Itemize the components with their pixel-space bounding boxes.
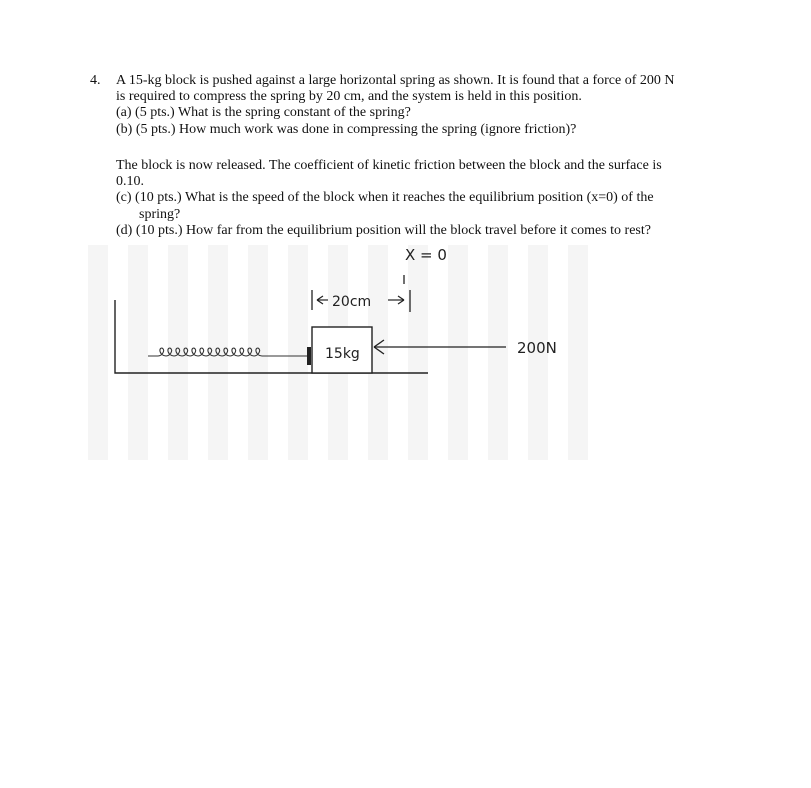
question-intro [116, 73, 716, 138]
question-followup [116, 158, 716, 239]
part-b: (b) (5 pts.) How much work was done in compressing the spring (ignore friction)? [116, 121, 577, 137]
released-line-2: 0.10. [116, 174, 144, 190]
question-number: 4. [90, 73, 101, 88]
part-d: (d) (10 pts.) How far from the equilibrium position will the block travel before it comes to rest? [116, 222, 651, 238]
released-line-1: The block is now released. The coefficient of kinetic friction between the block and the surface is [116, 158, 662, 173]
intro-line-2: is required to compress the spring by 20 cm, and the system is held in this position. [116, 89, 582, 105]
force-label: 200N [517, 339, 557, 357]
spring-block-diagram [88, 240, 608, 470]
part-c-line-1: (c) (10 pts.) What is the speed of the block when it reaches the equilibrium position (x=0) of the [116, 190, 654, 206]
spring-end-plate [307, 347, 311, 365]
block-label: 15kg [325, 346, 360, 362]
intro-line-1: A 15-kg block is pushed against a large horizontal spring as shown. It is found that a force of 200 N [116, 73, 675, 88]
equilibrium-label: X = 0 [405, 246, 447, 264]
part-a: (a) (5 pts.) What is the spring constant of the spring? [116, 105, 411, 121]
part-c-line-2: spring? [139, 206, 181, 222]
displacement-label: 20cm [332, 294, 372, 310]
